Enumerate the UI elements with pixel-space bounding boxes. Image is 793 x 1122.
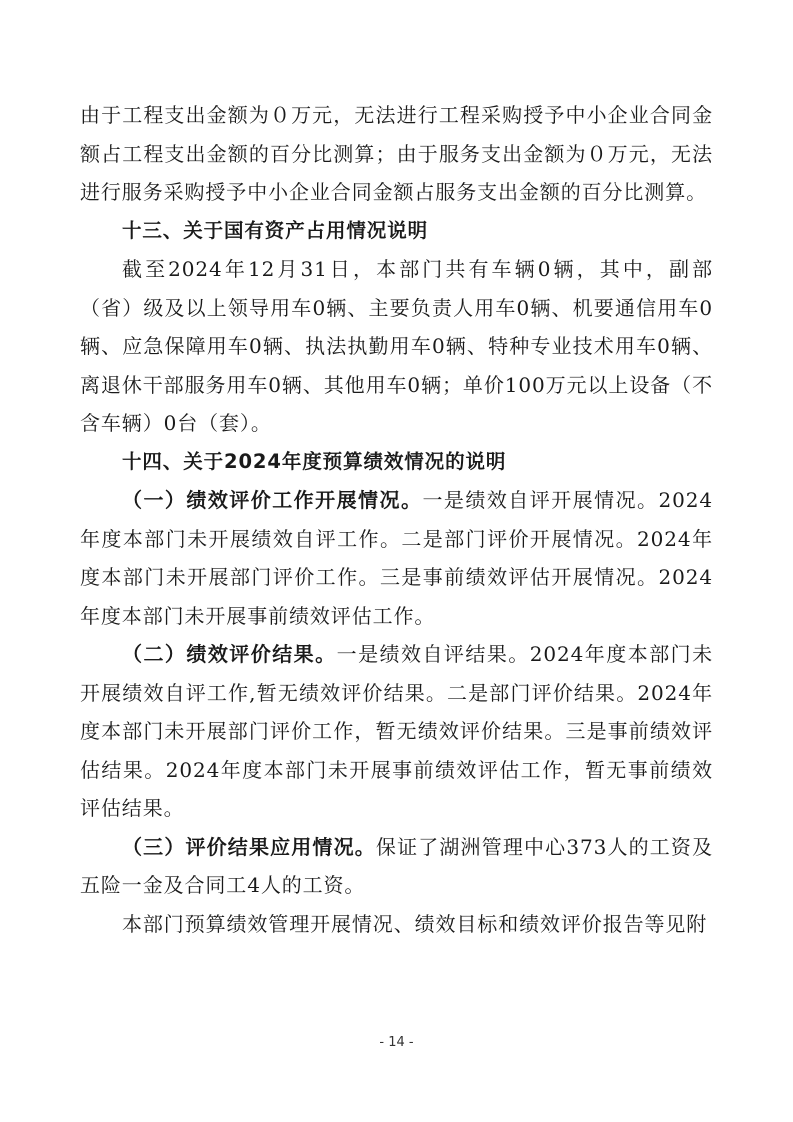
subheading-evaluation-work: （一）绩效评价工作开展情况。 bbox=[122, 488, 423, 512]
paragraph-evaluation-results bbox=[80, 635, 713, 828]
paragraph-evaluation-work bbox=[80, 481, 713, 635]
paragraph-asset-occupancy: 截至2024年12月31日，本部门共有车辆0辆，其中，副部（省）级及以上领导用车0辆、主要负责人用车0辆、机要通信用车0辆、应急保障用车0辆、执法执勤用车0辆、特种专业技术用车0辆、离退休干部服务用车0辆、其他用车0辆；单价100万元以上设备（不含车辆）0台（套）。 bbox=[80, 257, 713, 435]
section-heading-14: 十四、关于2024年度预算绩效情况的说明 bbox=[122, 449, 507, 473]
paragraph-results-application bbox=[80, 828, 713, 905]
page-number: - 14 - bbox=[379, 1035, 414, 1050]
paragraph-results-application-body: 保证了湖洲管理中心373人的工资及五险一金及合同工4人的工资。 bbox=[80, 834, 713, 897]
section-heading-13: 十三、关于国有资产占用情况说明 bbox=[122, 218, 429, 242]
subheading-evaluation-results: （二）绩效评价结果。 bbox=[122, 642, 337, 666]
document-body bbox=[80, 96, 713, 943]
paragraph-evaluation-results-body: 一是绩效自评结果。2024年度本部门未开展绩效自评工作,暂无绩效评价结果。二是部门评价结果。2024年度本部门未开展部门评价工作，暂无绩效评价结果。三是事前绩效评估结果。2024年度本部门未开展事前绩效评估工作，暂无事前绩效评估结果。 bbox=[80, 642, 714, 820]
paragraph-evaluation-work-body: 一是绩效自评开展情况。2024年度本部门未开展绩效自评工作。二是部门评价开展情况。2024年度本部门未开展部门评价工作。三是事前绩效评估开展情况。2024年度本部门未开展事前绩效评估工作。 bbox=[80, 488, 713, 628]
paragraph-procurement-note: 由于工程支出金额为０万元，无法进行工程采购授予中小企业合同金额占工程支出金额的百分比测算；由于服务支出金额为０万元，无法进行服务采购授予中小企业合同金额占服务支出金额的百分比测算。 bbox=[80, 103, 713, 204]
subheading-results-application: （三）评价结果应用情况。 bbox=[122, 834, 376, 859]
paragraph-appendix-reference: 本部门预算绩效管理开展情况、绩效目标和绩效评价报告等见附 bbox=[122, 911, 708, 936]
